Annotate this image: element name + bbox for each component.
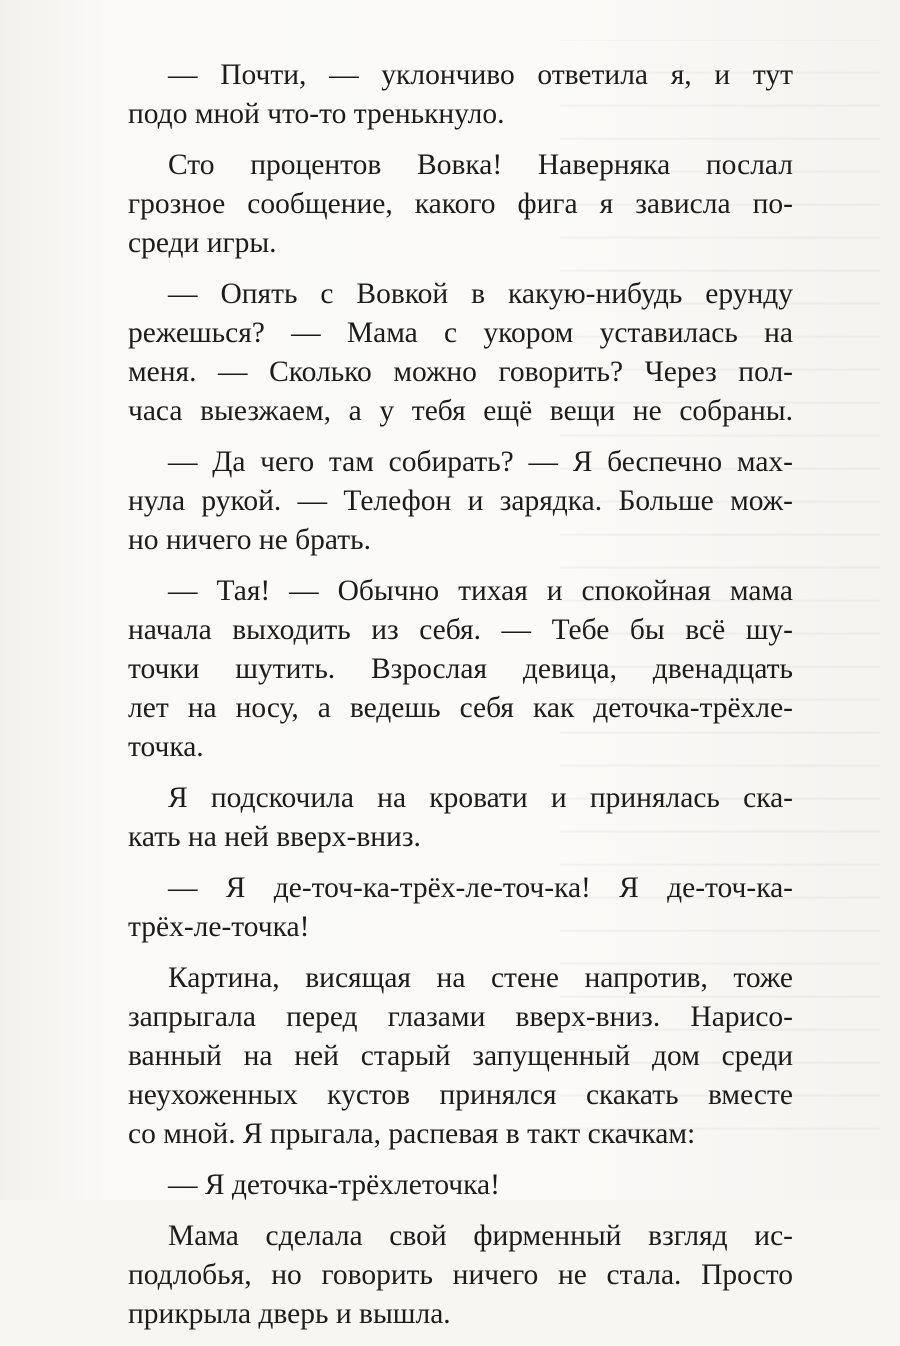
paragraph — [128, 275, 793, 431]
text-line: — Почти, — уклончиво ответила я, и тут — [168, 59, 793, 91]
text-line: начала выходить из себя. — Тебе бы всё шу- — [128, 614, 793, 646]
text-line: подлобья, но говорить ничего не стала. Просто — [128, 1259, 793, 1291]
paragraph — [128, 779, 793, 857]
text-line: меня. — Сколько можно говорить? Через пол- — [128, 356, 793, 388]
page-text — [128, 56, 793, 1346]
text-line: Мама сделала свой фирменный взгляд ис- — [168, 1220, 793, 1252]
text-line: кать на ней вверх-вниз. — [128, 821, 421, 853]
paragraph — [128, 1217, 793, 1334]
paragraph — [128, 959, 793, 1154]
paragraph — [128, 1166, 793, 1205]
text-line: точка. — [128, 731, 204, 763]
text-line: трёх-ле-точка! — [128, 911, 310, 943]
text-line: прикрыла дверь и вышла. — [128, 1298, 451, 1330]
text-line: но ничего не брать. — [128, 524, 371, 556]
text-line: — Я де-точ-ка-трёх-ле-точ-ка! Я де-точ-ка- — [168, 872, 793, 904]
text-line: часа выезжаем, а у тебя ещё вещи не собраны. — [128, 395, 793, 427]
text-line: грозное сообщение, какого фига я зависла по- — [128, 188, 793, 220]
paragraph — [128, 869, 793, 947]
text-line: ванный на ней старый запущенный дом среди — [128, 1040, 793, 1072]
paragraph — [128, 443, 793, 560]
text-line: Картина, висящая на стене напротив, тоже — [168, 962, 793, 994]
text-line: — Да чего там собирать? — Я беспечно мах- — [168, 446, 793, 478]
text-line: режешься? — Мама с укором уставилась на — [128, 317, 793, 349]
paragraph — [128, 56, 793, 134]
text-line: точки шутить. Взрослая девица, двенадцать — [128, 653, 793, 685]
paragraph — [128, 572, 793, 767]
text-line: подо мной что-то тренькнуло. — [128, 98, 505, 130]
text-line: со мной. Я прыгала, распевая в такт скачкам: — [128, 1118, 696, 1150]
text-line: лет на носу, а ведешь себя как деточка-трёхле- — [128, 692, 793, 724]
text-line: — Опять с Вовкой в какую-нибудь ерунду — [168, 278, 793, 310]
text-line: запрыгала перед глазами вверх-вниз. Нарисо- — [128, 1001, 793, 1033]
text-line: Я подскочила на кровати и принялась ска- — [168, 782, 793, 814]
paragraph — [128, 146, 793, 263]
text-line: нула рукой. — Телефон и зарядка. Больше мож- — [128, 485, 793, 517]
text-line: — Тая! — Обычно тихая и спокойная мама — [168, 575, 793, 607]
text-line: неухоженных кустов принялся скакать вместе — [128, 1079, 793, 1111]
text-line: Сто процентов Вовка! Наверняка послал — [168, 149, 793, 181]
text-line: — Я деточка-трёхлеточка! — [168, 1169, 500, 1201]
text-line: среди игры. — [128, 227, 277, 259]
